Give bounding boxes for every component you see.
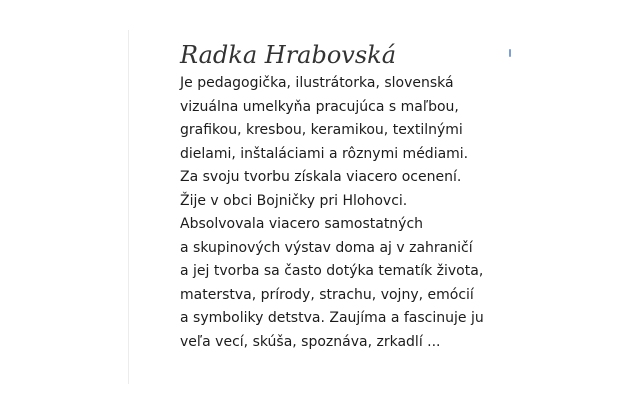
artist-name: Radka Hrabovská [180, 41, 397, 69]
bio-line: a skupinových výstav doma aj v zahraničí [180, 239, 473, 256]
artist-bio [180, 40, 484, 354]
bio-line: Je pedagogička, ilustrátorka, slovenská [180, 75, 454, 91]
bio-line: veľa vecí, skúša, spoznáva, zrkadlí ... [180, 333, 441, 350]
scroll-indicator[interactable] [509, 49, 511, 57]
bio-line: a jej tvorba sa často dotýka tematík života, [180, 263, 484, 279]
bio-line: Žije v obci Bojničky pri Hlohovci. [180, 192, 408, 209]
vertical-divider [128, 30, 129, 384]
bio-line: a symboliky detstva. Zaujíma a fascinuje ju [180, 310, 484, 326]
bio-line: Absolvovala viacero samostatných [180, 216, 424, 232]
bio-line: Za svoju tvorbu získala viacero ocenení. [180, 169, 462, 185]
bio-line: dielami, inštaláciami a rôznymi médiami. [180, 145, 469, 162]
bio-line: vizuálna umelkyňa pracujúca s maľbou, [180, 98, 459, 115]
bio-text [180, 72, 484, 354]
bio-line: materstva, prírody, strachu, vojny, emócií [180, 286, 474, 303]
bio-line: grafikou, kresbou, keramikou, textilnými [180, 122, 463, 138]
